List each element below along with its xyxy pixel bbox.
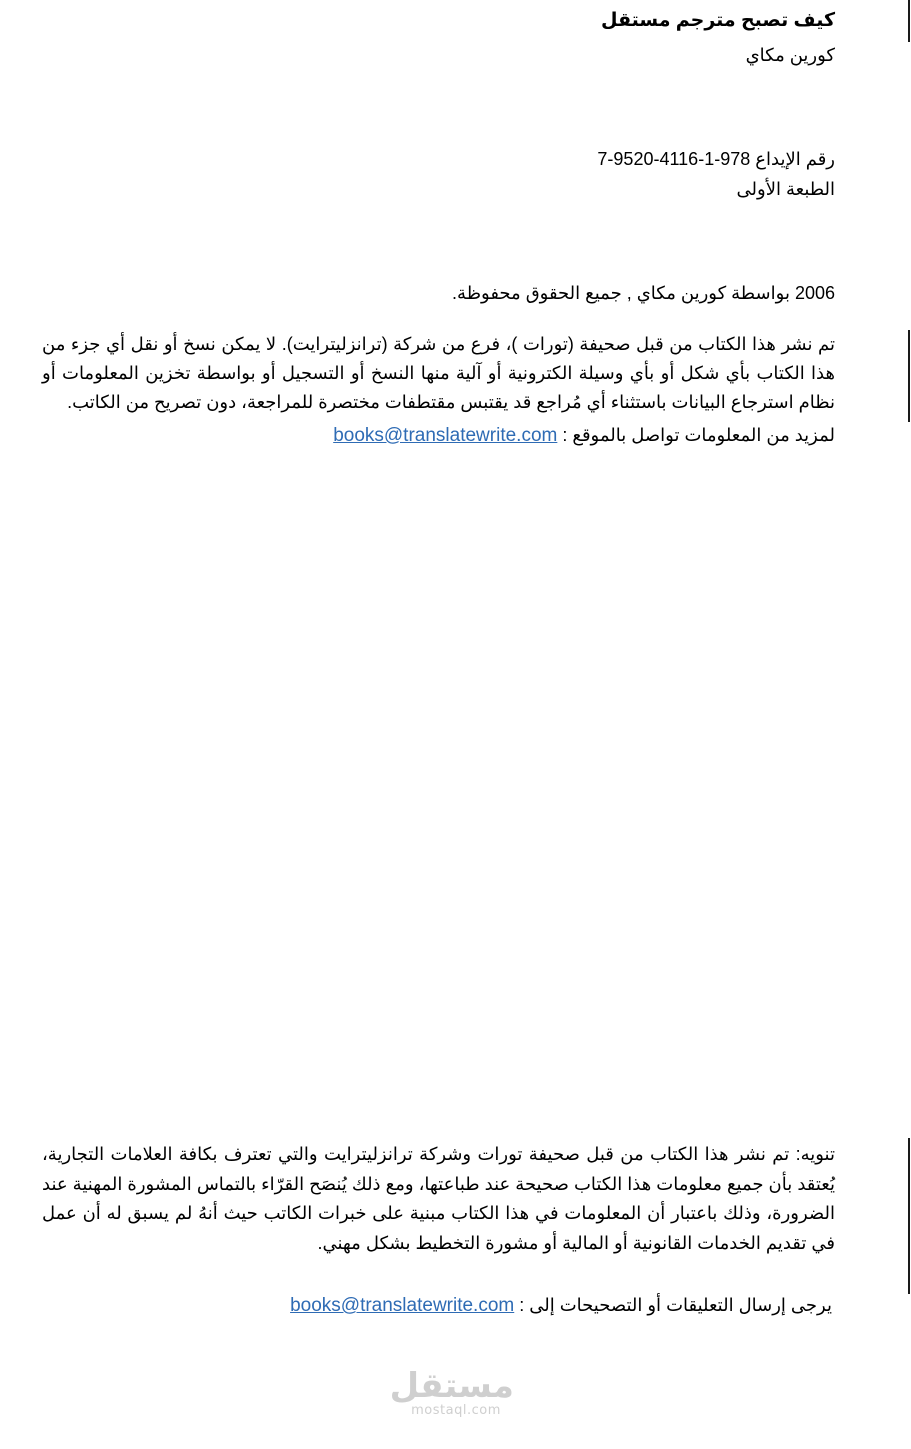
margin-change-bar (908, 330, 910, 422)
feedback-line (42, 1290, 832, 1321)
contact-line (42, 420, 835, 451)
watermark-latin: mostaql.com (411, 1403, 501, 1418)
contact-email-link[interactable]: books@translatewrite.com (333, 425, 558, 446)
feedback-label: يرجى إرسال التعليقات أو التصحيحات إلى : (519, 1295, 832, 1315)
margin-change-bar (908, 1138, 910, 1294)
book-title: كيف تصبح مترجم مستقل (601, 10, 835, 31)
edition-line: الطبعة الأولى (736, 179, 835, 199)
contact-label: لمزيد من المعلومات تواصل بالموقع : (562, 425, 835, 445)
feedback-email-link[interactable]: books@translatewrite.com (290, 1295, 515, 1316)
copyright-line: 2006 بواسطة كورين مكاي , جميع الحقوق محفوظة. (452, 283, 835, 303)
isbn-line: رقم الإيداع 978-1-4116-9520-7 (597, 149, 835, 169)
disclaimer-paragraph: تنويه: تم نشر هذا الكتاب من قبل صحيفة تورات وشركة ترانزليترايت والتي تعترف بكافة العلامات التجارية، يُعتقد بأن جميع معلومات هذا الكتاب صحيحة عند طباعتها، ومع ذلك يُنصَح القرّاء بالتماس المشورة المهنية عند الضرورة، وذلك باعتبار أن المعلومات في هذا الكتاب مبنية على خبرات الكاتب حيث أنهُ لم يسبق له أن عمل في تقديم الخدمات القانونية أو المالية أو مشورة التخطيط بشكل مهني. (42, 1144, 835, 1253)
watermark-arabic: مستقل (389, 1366, 514, 1406)
book-author: كورين مكاي (745, 45, 835, 65)
margin-change-bar (908, 0, 910, 42)
mostaql-watermark (389, 1366, 514, 1418)
rights-paragraph: تم نشر هذا الكتاب من قبل صحيفة (تورات )، فرع من شركة (ترانزليترايت). لا يمكن نسخ أو نقل أي جزء من هذا الكتاب بأي شكل أو بأي وسيلة الكترونية أو آلية منها النسخ أو التسجيل أو بواسطة تخزين المعلومات أو نظام استرجاع البيانات باستثناء أي مُراجع قد يقتبس مقتطفات مختصرة للمراجعة، دون تصريح من الكاتب. (42, 334, 835, 412)
